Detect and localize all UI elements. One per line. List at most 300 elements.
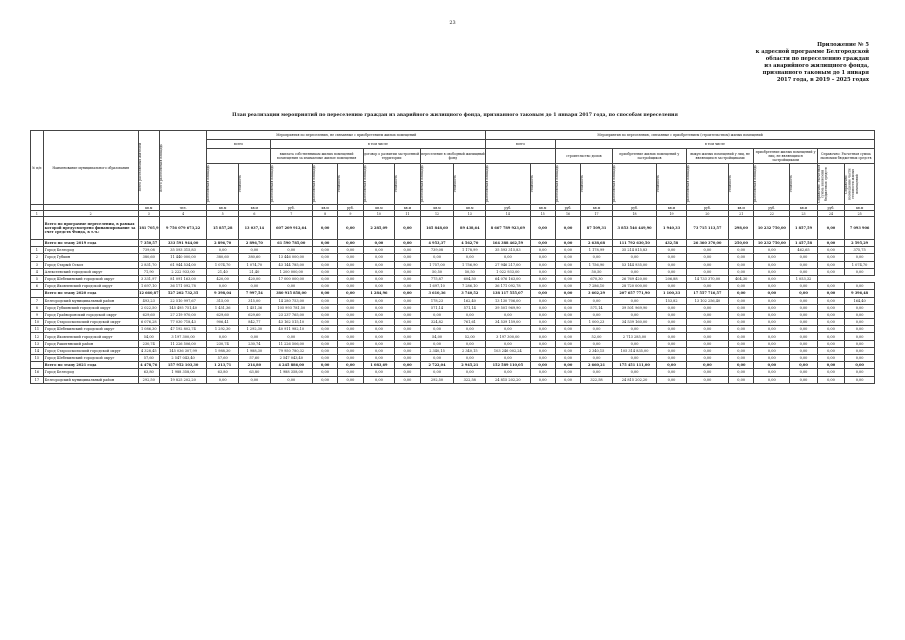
row-value: 207 657 771,90 — [612, 290, 656, 297]
row-value: 0,00 — [338, 261, 363, 268]
row-value: 63,80 — [207, 369, 239, 376]
row-value: 79 950 780,32 — [270, 347, 312, 354]
row-value: 164 388 462,59 — [486, 240, 530, 247]
row-value: 0,00 — [555, 362, 580, 369]
row-value: 11 226 506,00 — [159, 340, 207, 347]
row-municipality: Всего по этапу 2021 года — [43, 362, 138, 369]
row-value: 333 591 944,00 — [159, 240, 207, 247]
row-value: 2 722,04 — [420, 362, 454, 369]
row-value: 2 896,70 — [207, 240, 239, 247]
row-value: 0,00 — [686, 319, 728, 326]
row-value: 0,00 — [729, 355, 754, 362]
row-value: 0,00 — [790, 268, 817, 275]
row-value: 1 756,90 — [581, 261, 613, 268]
row-value: 0,00 — [454, 355, 486, 362]
col-header-total-area: Всего расселяемая площадь — [158, 143, 163, 192]
row-value: 164,40 — [845, 297, 875, 304]
row-value: 0,00 — [338, 355, 363, 362]
sub-header-right-total: всего — [486, 140, 556, 149]
row-value: 380,60 — [207, 254, 239, 261]
row-value: 0,00 — [338, 304, 363, 311]
index-cell: 17 — [581, 211, 613, 217]
row-value: 23 237 765,00 — [270, 311, 312, 318]
row-value: 111 792 630,50 — [612, 240, 656, 247]
row-value: 629,60 — [207, 311, 239, 318]
row-number: 13 — [31, 340, 44, 347]
row-number: 4 — [31, 268, 44, 275]
row-value: 375,75 — [845, 247, 875, 254]
row-value: 1 083,69 — [363, 362, 395, 369]
row-value: 57,60 — [239, 355, 271, 362]
row-value: 380,60 — [138, 254, 159, 261]
leaf-header: стоимость — [394, 175, 399, 193]
row-value: 0,00 — [486, 340, 530, 347]
row-value: 571,14 — [420, 304, 454, 311]
row-value: 1 940,33 — [657, 217, 687, 240]
leaf-header: стоимость — [789, 175, 794, 193]
row-value: 24 815 202,20 — [612, 376, 656, 383]
row-value: 0,00 — [754, 355, 790, 362]
units-cell: кв.м — [581, 205, 613, 211]
row-municipality: Город Ракитянский район — [43, 340, 138, 347]
row-value: 1 451,36 — [239, 304, 271, 311]
row-value: 0,00 — [817, 319, 844, 326]
row-value: 3 331,97 — [138, 275, 159, 282]
index-cell: 14 — [486, 211, 530, 217]
table-row — [31, 319, 875, 326]
row-value: 34 539 160,00 — [612, 319, 656, 326]
row-value: 0,00 — [395, 304, 420, 311]
table-row — [31, 355, 875, 362]
row-number: 16 — [31, 369, 44, 376]
row-value: 0,00 — [729, 326, 754, 333]
row-value: 10 232 750,00 — [754, 240, 790, 247]
row-value: 1 053,32 — [790, 275, 817, 282]
row-value: 0,00 — [657, 333, 687, 340]
row-value: 230,74 — [138, 340, 159, 347]
row-value: 0,00 — [612, 369, 656, 376]
row-value: 0,00 — [312, 254, 337, 261]
leaf-header: расселяемая площадь — [362, 165, 367, 203]
row-value: 0,00 — [845, 326, 875, 333]
row-value: 0,00 — [338, 297, 363, 304]
header-contract: договор о развитии застроенной территории — [363, 149, 420, 164]
row-value: 0,00 — [612, 355, 656, 362]
table-row — [31, 240, 875, 247]
row-value: 0,00 — [395, 355, 420, 362]
row-value: 0,00 — [729, 297, 754, 304]
row-value: 0,00 — [754, 261, 790, 268]
row-value: 0,00 — [754, 376, 790, 383]
row-value: 0,00 — [729, 333, 754, 340]
row-value: 0,00 — [581, 254, 613, 261]
row-value: 0,00 — [395, 290, 420, 297]
row-municipality: Алексеевский городской округ — [43, 268, 138, 275]
row-value: 0,00 — [312, 268, 337, 275]
row-value: 0,00 — [555, 319, 580, 326]
row-value: 50,50 — [581, 268, 613, 275]
row-value: 28 720 000,00 — [612, 283, 656, 290]
row-number: 9 — [31, 311, 44, 318]
row-value: 0,00 — [790, 319, 817, 326]
row-municipality: Город Старооскольский городской округ — [43, 347, 138, 354]
table-body — [31, 205, 875, 384]
row-value: 0,00 — [530, 217, 555, 240]
row-value: 0,00 — [845, 319, 875, 326]
row-value: 0,00 — [363, 311, 395, 318]
row-value: 380,60 — [239, 254, 271, 261]
row-value: 0,00 — [817, 340, 844, 347]
row-value: 0,00 — [657, 340, 687, 347]
row-value: 571,14 — [581, 304, 613, 311]
row-municipality: Город Шебекинский городской округ — [43, 355, 138, 362]
row-value: 0,00 — [395, 347, 420, 354]
row-value: 0,00 — [420, 254, 454, 261]
row-number: 6 — [31, 283, 44, 290]
row-value: 57,60 — [207, 355, 239, 362]
row-value: 0,00 — [754, 247, 790, 254]
row-value: 0,00 — [657, 347, 687, 354]
row-value: 0,00 — [338, 326, 363, 333]
row-municipality: Всего по этапу 2020 года — [43, 290, 138, 297]
row-value: 3 197 300,00 — [159, 333, 207, 340]
table-row — [31, 283, 875, 290]
row-value: 0,00 — [395, 319, 420, 326]
row-value: 0,00 — [395, 283, 420, 290]
row-value: 0,00 — [530, 254, 555, 261]
row-value: 230,74 — [207, 340, 239, 347]
group-header-left: Мероприятия по переселению, не связанные с приобретением жилых помещений — [207, 131, 486, 140]
row-value: 0,00 — [686, 326, 728, 333]
header-reference: Справочно: Расчетная сумма экономии бюджетных средств — [817, 149, 874, 164]
row-value: 1 074,70 — [845, 261, 875, 268]
row-value: 0,00 — [530, 240, 555, 247]
row-value: 71,90 — [138, 268, 159, 275]
row-value: 0,00 — [207, 283, 239, 290]
index-cell: 23 — [790, 211, 817, 217]
row-value: 162,40 — [454, 297, 486, 304]
leaf-header: расселяемая площадь — [554, 165, 559, 203]
row-number: 2 — [31, 254, 44, 261]
row-value: 0,00 — [454, 254, 486, 261]
row-value: 39 501 969,90 — [486, 304, 530, 311]
index-cell: 8 — [312, 211, 337, 217]
header-other: приобретение жилых помещений у лиц, не являющихся застройщиками — [755, 150, 816, 162]
row-value: 14 280 753,00 — [270, 297, 312, 304]
row-value: 8 667 789 923,69 — [486, 217, 530, 240]
row-value: 73 715 113,57 — [686, 217, 728, 240]
row-value: 0,00 — [530, 304, 555, 311]
row-value: 0,00 — [239, 333, 271, 340]
row-value: 0,00 — [363, 297, 395, 304]
index-cell: 12 — [420, 211, 454, 217]
row-value: 10 232 750,00 — [754, 217, 790, 240]
row-value: 7 997,54 — [239, 290, 271, 297]
row-number: 11 — [31, 326, 44, 333]
units-cell: кв.м — [395, 205, 420, 211]
row-value: 0,00 — [845, 283, 875, 290]
row-value: 906,41 — [207, 319, 239, 326]
row-value: 0,00 — [817, 283, 844, 290]
row-value: 404,30 — [729, 275, 754, 282]
row-value: 175 451 111,00 — [612, 362, 656, 369]
row-value: 0,00 — [363, 355, 395, 362]
row-value: 0,00 — [395, 254, 420, 261]
row-value: 0,00 — [612, 311, 656, 318]
row-value: 0,00 — [395, 376, 420, 383]
row-value: 0,00 — [338, 376, 363, 383]
row-value: 165 848,60 — [420, 217, 454, 240]
row-value: 0,00 — [395, 326, 420, 333]
row-value: 0,00 — [657, 326, 687, 333]
row-value: 14 733 370,00 — [686, 275, 728, 282]
row-value: 0,00 — [338, 311, 363, 318]
row-value: 63,80 — [138, 369, 159, 376]
row-value: 0,00 — [530, 290, 555, 297]
row-value: 0,00 — [657, 319, 687, 326]
row-value: 0,00 — [395, 217, 420, 240]
row-value: 0,00 — [754, 347, 790, 354]
row-value: 0,00 — [338, 319, 363, 326]
row-value: 0,00 — [686, 376, 728, 383]
row-value: 0,00 — [420, 311, 454, 318]
row-value: 0,00 — [239, 283, 271, 290]
row-value: 0,00 — [239, 376, 271, 383]
table-row — [31, 268, 875, 275]
row-value: 0,00 — [530, 347, 555, 354]
row-value: 0,00 — [338, 275, 363, 282]
row-value: 0,00 — [420, 355, 454, 362]
units-cell: руб. — [270, 205, 312, 211]
row-value: 0,00 — [363, 319, 395, 326]
units-cell: кв.м — [312, 205, 337, 211]
row-value: 0,00 — [270, 376, 312, 383]
units-cell: кв.м — [363, 205, 395, 211]
row-municipality: Город Белгород — [43, 247, 138, 254]
row-value: 0,00 — [530, 369, 555, 376]
index-cell: 25 — [845, 211, 875, 217]
row-value: 629,60 — [239, 311, 271, 318]
row-value: 0,00 — [729, 254, 754, 261]
row-value: 9 396,48 — [845, 290, 875, 297]
row-value: 0,00 — [817, 304, 844, 311]
row-value: 0,00 — [395, 369, 420, 376]
units-cell: руб. — [612, 205, 656, 211]
row-value: 0,00 — [754, 333, 790, 340]
row-value: 0,00 — [686, 355, 728, 362]
table-row — [31, 247, 875, 254]
col-header-no: № п/п — [31, 131, 44, 205]
row-value: 0,00 — [338, 290, 363, 297]
row-municipality: Город Старооскольский городской округ — [43, 319, 138, 326]
row-value: 0,00 — [312, 376, 337, 383]
row-value: 2 340,15 — [420, 347, 454, 354]
row-value: 0,00 — [790, 297, 817, 304]
row-value: 17 000 000,00 — [270, 275, 312, 282]
row-value: 0,00 — [657, 362, 687, 369]
row-value: 0,00 — [754, 275, 790, 282]
row-value: 420,00 — [239, 275, 271, 282]
row-value: 157 952 103,30 — [159, 362, 207, 369]
row-value: 2 945,21 — [454, 362, 486, 369]
row-value: 35 593 315,83 — [159, 247, 207, 254]
row-value: 54,00 — [138, 333, 159, 340]
index-cell: 18 — [612, 211, 656, 217]
row-value: 1 857,59 — [790, 217, 817, 240]
row-value: 0,00 — [530, 247, 555, 254]
row-value: 292,50 — [138, 376, 159, 383]
row-value: 19 825 202,20 — [159, 376, 207, 383]
row-value: 3 853 546 449,90 — [612, 217, 656, 240]
row-value: 0,00 — [817, 217, 844, 240]
row-value: 0,00 — [395, 362, 420, 369]
row-value: 0,00 — [817, 290, 844, 297]
row-value: 0,00 — [207, 376, 239, 383]
row-value: 77 030 718,43 — [159, 319, 207, 326]
row-value: 0,00 — [312, 275, 337, 282]
row-value: 0,00 — [420, 326, 454, 333]
row-value: 27 946 217,00 — [486, 261, 530, 268]
row-value: 4 953,37 — [420, 240, 454, 247]
row-value: 2 638,68 — [581, 240, 613, 247]
row-value: 1 757,00 — [420, 261, 454, 268]
row-value: 322,58 — [454, 376, 486, 383]
row-value: 11 440 000,00 — [159, 254, 207, 261]
row-value: 0,00 — [657, 376, 687, 383]
row-value: 0,00 — [845, 347, 875, 354]
row-value: 0,00 — [729, 311, 754, 318]
row-value: 0,00 — [657, 268, 687, 275]
row-value: 1 988 358,00 — [270, 369, 312, 376]
units-cell: руб. — [555, 205, 580, 211]
row-value: 13 102 256,40 — [686, 297, 728, 304]
row-value: 0,00 — [454, 326, 486, 333]
row-value: 230,74 — [239, 340, 271, 347]
table-row — [31, 340, 875, 347]
row-value: 0,00 — [790, 376, 817, 383]
index-cell: 6 — [239, 211, 271, 217]
leaf-header: расселяемая площадь — [311, 165, 316, 203]
row-value: 50,50 — [454, 268, 486, 275]
row-value: 1 100,33 — [657, 290, 687, 297]
row-value: 292,50 — [420, 376, 454, 383]
row-value: 0,00 — [312, 311, 337, 318]
row-value: 52,00 — [581, 333, 613, 340]
row-value: 0,00 — [729, 347, 754, 354]
row-value: 13 037,14 — [239, 217, 271, 240]
table-row — [31, 290, 875, 297]
appendix-line: Приложение № 5 — [817, 42, 869, 48]
leaf-header: стоимость — [580, 175, 585, 193]
row-value: 2 340,15 — [581, 347, 613, 354]
row-value: 0,00 — [817, 362, 844, 369]
sub-header-left-incl: в том числе — [270, 140, 485, 149]
row-value: 4 245 886,00 — [270, 362, 312, 369]
row-value: 9 398,04 — [207, 290, 239, 297]
table-row — [31, 326, 875, 333]
row-municipality: Белгородский муниципальный район — [43, 297, 138, 304]
row-value: 43 144 785,00 — [270, 261, 312, 268]
row-value: 0,00 — [363, 376, 395, 383]
row-value: 0,00 — [486, 326, 530, 333]
row-value: 2 547 043,40 — [270, 355, 312, 362]
index-cell: 19 — [657, 211, 687, 217]
row-value: 0,00 — [754, 326, 790, 333]
row-value: 0,00 — [312, 240, 337, 247]
appendix-line: из аварийного жилищного фонда, — [764, 63, 869, 69]
row-value: 0,00 — [845, 376, 875, 383]
row-value: 3 197 300,00 — [486, 333, 530, 340]
row-value: 0,00 — [790, 304, 817, 311]
row-value: 0,00 — [657, 283, 687, 290]
row-value: 0,00 — [395, 275, 420, 282]
row-value: 0,00 — [312, 247, 337, 254]
row-value: 0,00 — [555, 268, 580, 275]
row-value: 0,00 — [686, 347, 728, 354]
index-cell: 21 — [729, 211, 754, 217]
row-value: 7 350,57 — [138, 240, 159, 247]
table-row — [31, 333, 875, 340]
index-cell: 3 — [138, 211, 159, 217]
row-value: 2 595,29 — [845, 240, 875, 247]
leaf-header: стоимость — [728, 175, 733, 193]
table-row — [31, 217, 875, 240]
row-value: 0,00 — [530, 326, 555, 333]
row-value: 0,00 — [686, 333, 728, 340]
row-municipality: Белгородский муниципальный район — [43, 376, 138, 383]
row-number: 12 — [31, 333, 44, 340]
leaf-header: расселяемая площадь — [206, 165, 211, 203]
row-value: 0,00 — [817, 355, 844, 362]
units-cell: руб. — [338, 205, 363, 211]
row-value: 0,00 — [754, 369, 790, 376]
row-value: 0,00 — [486, 254, 530, 261]
leaf-header: расселяемая площадь — [269, 165, 274, 203]
row-value: 0,00 — [363, 275, 395, 282]
index-cell: 4 — [159, 211, 207, 217]
row-value: 9 756 079 673,22 — [159, 217, 207, 240]
row-value: 0,00 — [312, 319, 337, 326]
row-number: 1 — [31, 247, 44, 254]
row-value: 0,00 — [454, 311, 486, 318]
index-cell: 24 — [817, 211, 844, 217]
row-value: 0,00 — [312, 347, 337, 354]
index-cell: 22 — [754, 211, 790, 217]
index-cell: 10 — [363, 211, 395, 217]
row-value: 0,00 — [363, 268, 395, 275]
units-cell: кв.м — [420, 205, 454, 211]
row-value: 0,00 — [581, 311, 613, 318]
row-value: 0,00 — [486, 355, 530, 362]
row-value: 0,00 — [555, 217, 580, 240]
row-value: 0,00 — [686, 311, 728, 318]
row-value: 0,00 — [817, 369, 844, 376]
row-value: 0,00 — [754, 283, 790, 290]
row-municipality: Город Старый Оскол — [43, 261, 138, 268]
row-value: 4 478,76 — [138, 362, 159, 369]
appendix-line: к адресной программе Белгородской — [755, 49, 869, 55]
row-value: 2 896,70 — [239, 240, 271, 247]
appendix-heading — [679, 42, 869, 84]
index-cell: 7 — [270, 211, 312, 217]
row-value: 432,58 — [657, 240, 687, 247]
row-municipality: Город Губкин — [43, 254, 138, 261]
row-value: 0,00 — [555, 254, 580, 261]
row-value: 0,00 — [657, 261, 687, 268]
row-value: 0,00 — [817, 240, 844, 247]
index-cell: 11 — [395, 211, 420, 217]
row-value: 1 292,30 — [207, 326, 239, 333]
